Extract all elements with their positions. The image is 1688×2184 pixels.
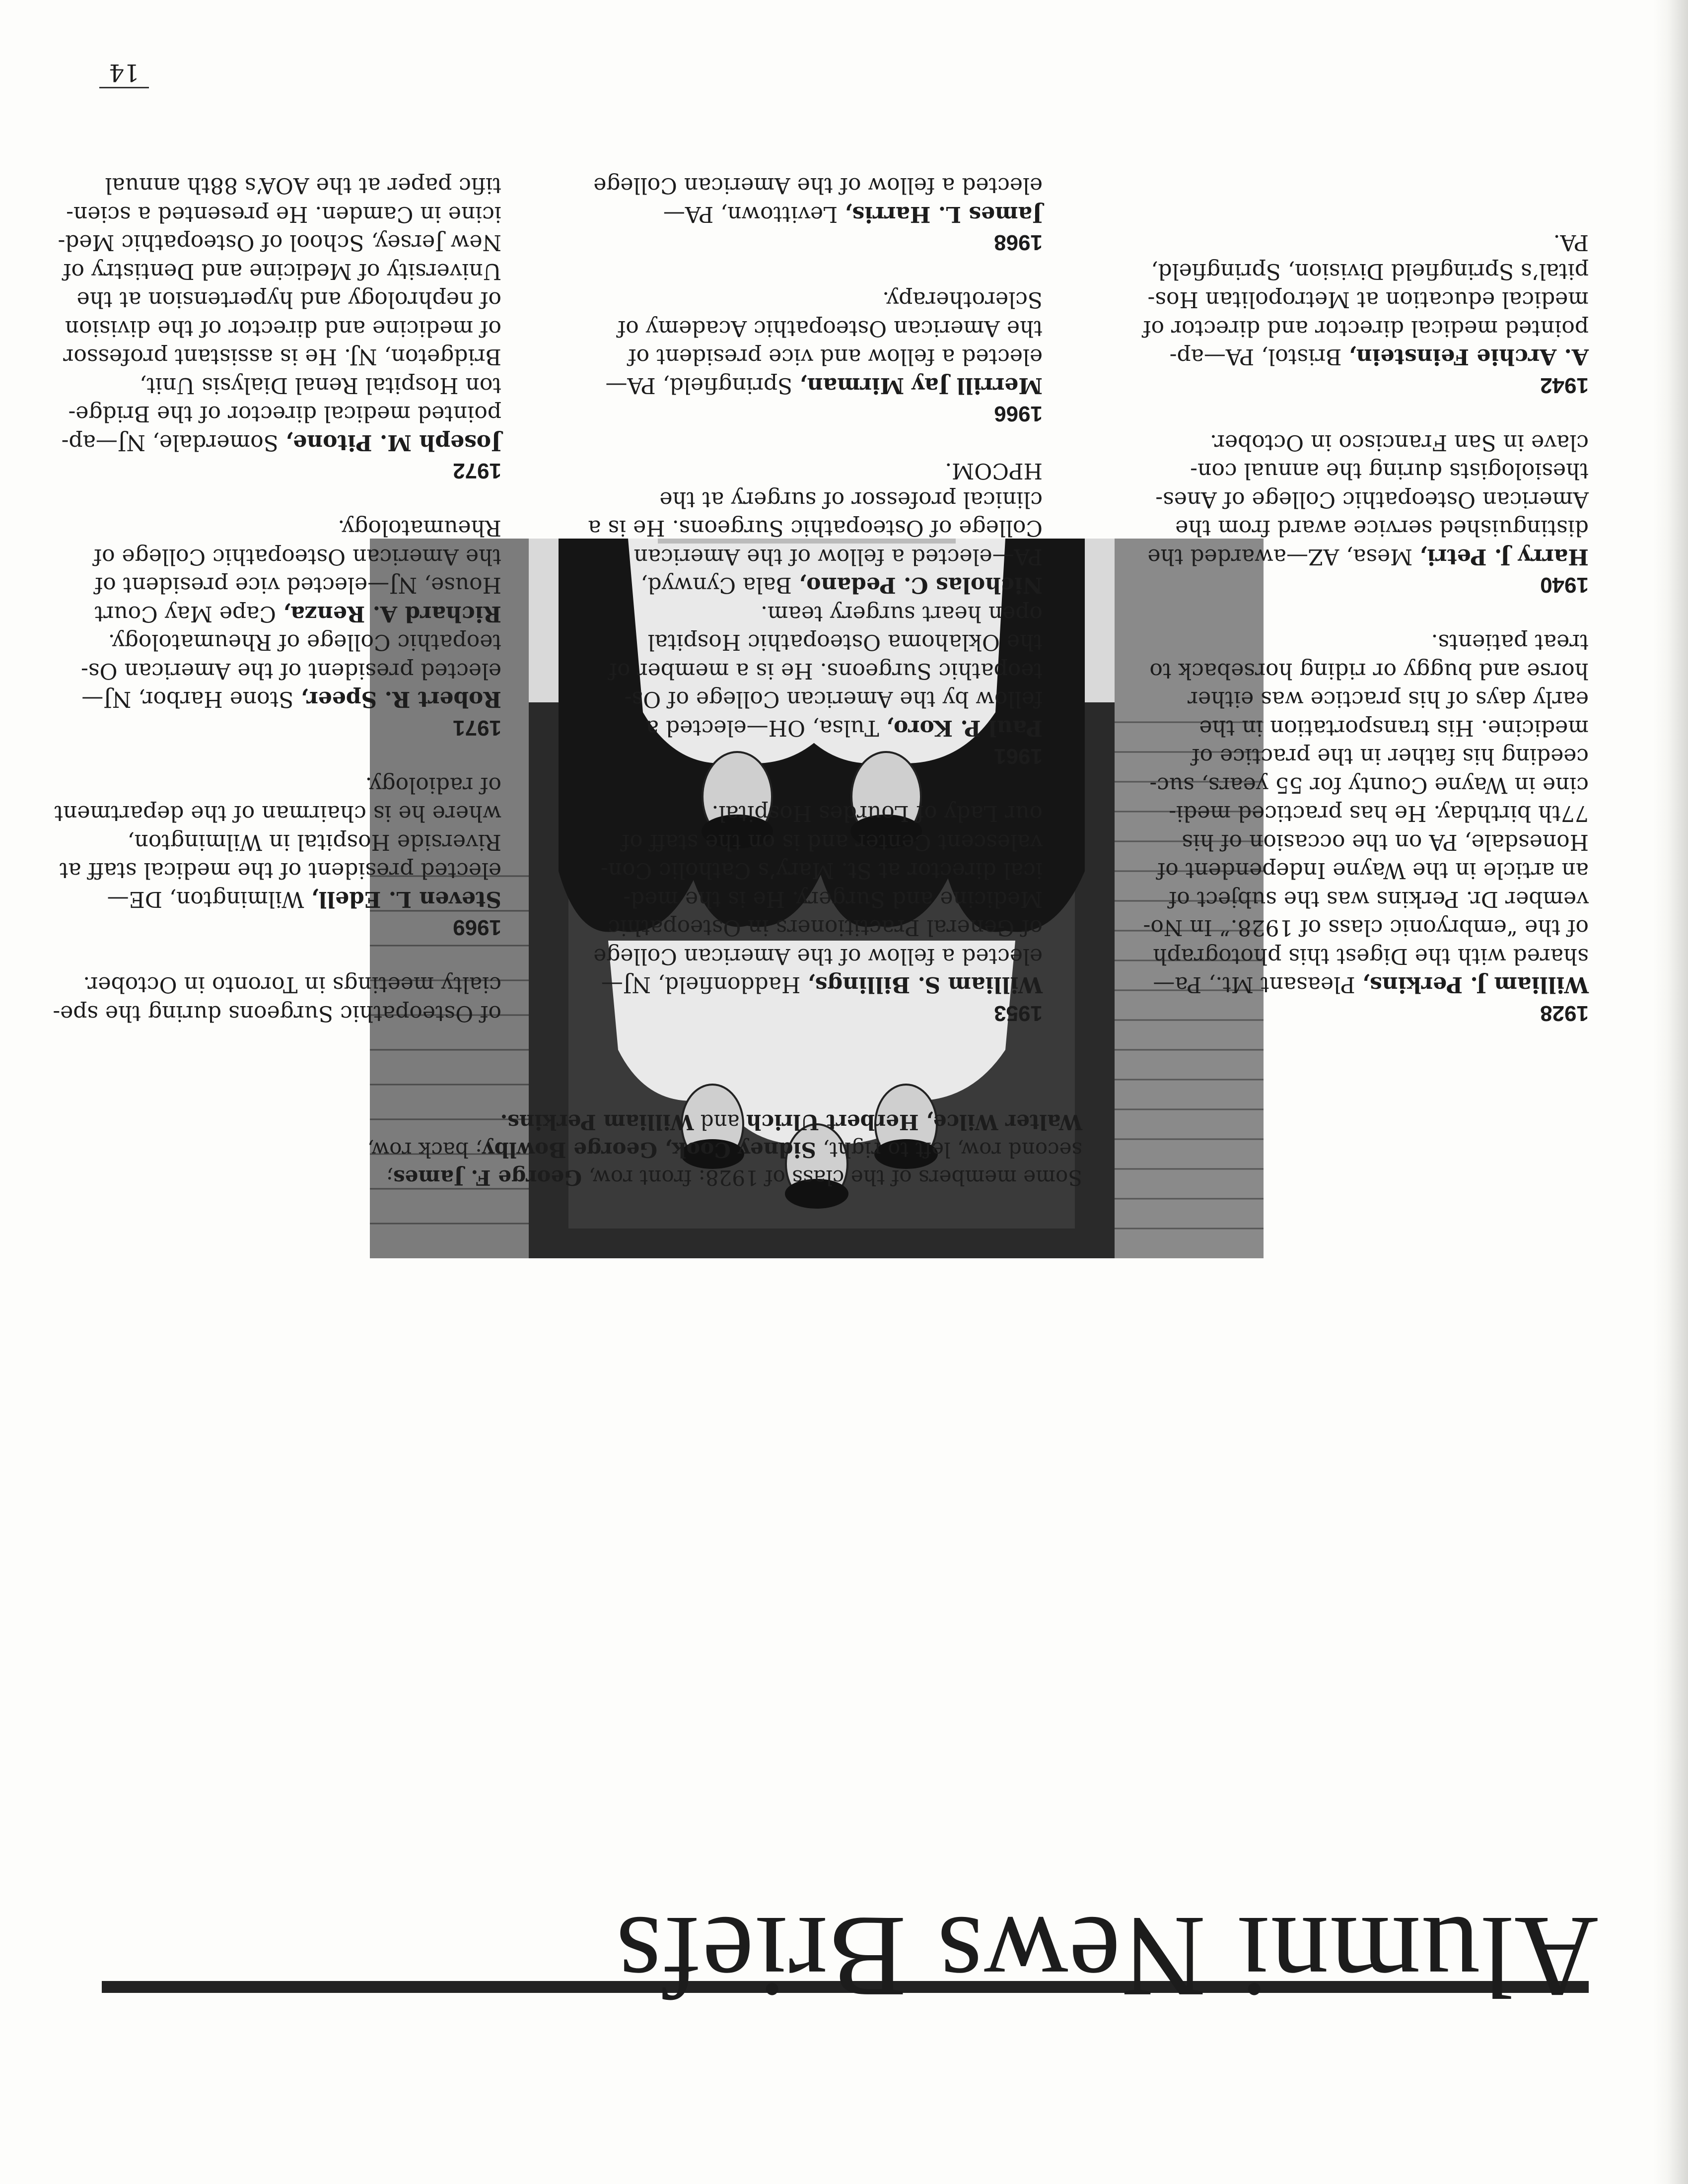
caption-name: Walter Wilce, Herbert Ulrich [746, 1110, 1082, 1134]
alumnus-name: A. Archie Feinstein, [1348, 344, 1589, 370]
entry-body: Stone Harbor, NJ— elected president of the American Os- teopathic College of Rheumatology. [81, 629, 501, 712]
entry-body: Haddonfield, NJ— elected a fellow of the American College of General Practitioners in Osteopathic Medicine and Surgery. He is the med- ical director at St. Mary’s Catholic Con- valescent Center and is on the staff of our Lady of Lourdes Hospital. [593, 801, 1043, 998]
news-entry [1053, 428, 1589, 600]
page-gutter-shadow [1653, 0, 1688, 2184]
alumnus-name: Richard A. Renza, [283, 601, 501, 626]
entry-text [506, 600, 1043, 743]
entry-body: of Osteopathic Surgeons during the spe- cialty meetings in Toronto in October. [53, 972, 501, 1026]
column-3 [5, 143, 501, 1028]
alumnus-name: Robert R. Speer, [300, 686, 501, 712]
class-year: 1940 [1540, 573, 1589, 598]
entry-text [5, 628, 501, 714]
alumnus-name: Steven L. Edell, [311, 887, 501, 912]
entry-text [1053, 228, 1589, 371]
entry-text [1053, 428, 1589, 571]
class-year: 1961 [994, 744, 1043, 769]
news-entry [5, 171, 501, 485]
alumnus-name: Nicholas C. Pedano, [798, 572, 1043, 598]
caption-text: ; back row, [367, 1138, 483, 1162]
entry-body: Pleasant Mt., Pa— shared with the Digest this photograph of the “embryonic class of 1928.” In No- vember Dr. Perkins was the subject of an article in the Wayne Independent of Honesdale, PA on the occasion of his 77th birthday. He has practiced medi- cine in Wayne County for 55 years, suc- ceeding his father in the practice of medicine. His transportation in the early days of his practice was either horse and buggy or riding horseback to treat patients. [1143, 629, 1589, 998]
news-entry [506, 799, 1043, 1027]
entry-text [506, 285, 1043, 400]
entry-body: Levittown, PA— elected a fellow of the American College [593, 173, 1043, 227]
entry-text [5, 771, 501, 914]
caption-name: William Perkins. [500, 1110, 694, 1134]
class-year: 1928 [1540, 1001, 1589, 1025]
entry-body: Mesa, AZ—awarded the distinguished service award from the American Osteopathic College of Anes- thesiologists during the annual con- clave in San Francisco in October. [1147, 430, 1589, 569]
news-entry [5, 514, 501, 742]
entry-text [5, 970, 501, 1027]
alumnus-name: Paul P. Koro, [886, 715, 1043, 741]
class-year: 1968 [994, 230, 1043, 255]
entry-text [5, 171, 501, 457]
alumnus-name: William J. Perkins, [1362, 972, 1589, 998]
caption-text: and [694, 1110, 747, 1134]
caption-name: Sidney Cook, George Bowlby [482, 1138, 816, 1162]
alumnus-name: Merrill Jay Mirman, [799, 373, 1043, 398]
page-number-rule [99, 87, 149, 88]
entry-text [506, 171, 1043, 228]
news-entry [506, 457, 1043, 771]
caption-name: George F. James [393, 1165, 582, 1190]
alumnus-name: Harry J. Petri, [1419, 544, 1589, 569]
entry-body: Wilmington, DE— elected president of the medical staff at Riverside Hospital in Wilmington, where he is chairman of the department of radiology. [54, 772, 501, 912]
entry-body: Springfield, PA— elected a fellow and vice president of the American Osteopathic Academy of Sclerotherapy. [605, 287, 1043, 398]
news-entry [506, 285, 1043, 428]
photo-caption [308, 1108, 1082, 1191]
news-entry [5, 970, 501, 1027]
news-entry [5, 771, 501, 942]
column-2 [506, 143, 1043, 1028]
class-year: 1966 [994, 402, 1043, 426]
entry-body: Cape May Court House, NJ—elected vice president of the American Osteopathic College of Rheumatology. [93, 515, 501, 626]
alumnus-name: William S. Billings, [807, 972, 1043, 998]
entry-text [1053, 628, 1589, 999]
caption-text: ; second row, left to right, [386, 1138, 1082, 1190]
entry-body: Bala Cynwyd, PA—elected a fellow of the American College of Osteopathic Surgeons. He is a clinical professor of surgery at the HPCOM. [588, 458, 1043, 598]
entry-text [506, 457, 1043, 600]
news-entry [506, 171, 1043, 257]
class-year: 1972 [453, 459, 501, 483]
entry-text [5, 514, 501, 628]
entry-body: Somerdale, NJ—ap- pointed medical director of the Bridge- ton Hospital Renal Dialysis Unit, Bridgeton, NJ. He is assistant professor of medicine and director of the division of nephrology and hypertension at the University of Medicine and Dentistry of New Jersey, School of Osteopathic Med- icine in Camden. He presented a scien- tific paper at the AOA’s 88th annual [58, 173, 501, 455]
caption-intro: Some members of the class of 1928: front row, [582, 1165, 1082, 1190]
news-entry [1053, 228, 1589, 400]
class-year: 1953 [994, 1001, 1043, 1025]
page-title: Alumni News Briefs [615, 1893, 1599, 2022]
news-entry [1053, 628, 1589, 1027]
class-year: 1942 [1540, 373, 1589, 398]
class-year: 1969 [453, 915, 501, 940]
column-1 [1053, 200, 1589, 1028]
alumnus-name: Joseph M. Pitone, [285, 430, 501, 455]
class-year: 1971 [453, 716, 501, 740]
entry-text [506, 799, 1043, 999]
page-number: 14 [109, 59, 140, 86]
alumnus-name: James L. Harris, [844, 202, 1043, 227]
entry-body: Bristol, PA—ap- pointed medical director and director of medical education at Metropolitan Hos- pital’s Springfield Division, Springfield, PA. [1143, 230, 1589, 370]
entry-body: Tulsa, OH—elected a fellow by the American College of Os- teopathic Surgeons. He is a member of the Oklahoma Osteopathic Hospital open heart surgery team. [609, 601, 1043, 741]
